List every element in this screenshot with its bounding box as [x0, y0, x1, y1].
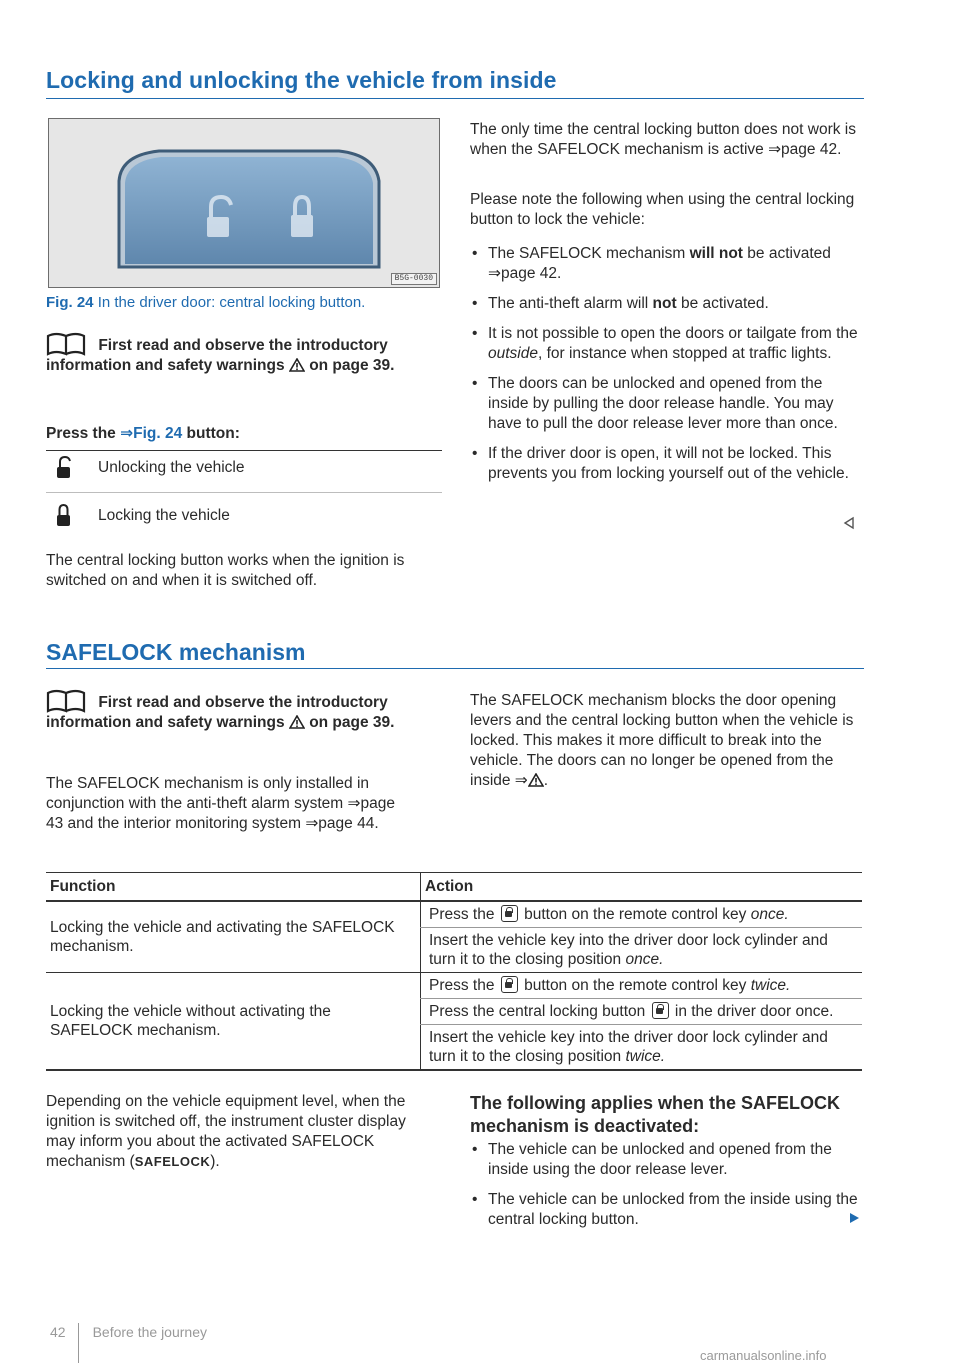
figure-code: B5G-0030 [391, 273, 437, 285]
figure-caption-text: In the driver door: central locking button. [97, 294, 366, 311]
safelock-right-paragraph: The SAFELOCK mechanism blocks the door opening levers and the central locking button when the vehicle is locked. This makes it more difficult to break into the vehicle. The doors can no longer be opened from the inside ⇒ . [470, 692, 854, 789]
warning-icon [289, 358, 305, 372]
lock-key-icon [501, 976, 518, 993]
lock-key-icon [501, 905, 518, 922]
section-title-safelock: SAFELOCK mechanism [46, 639, 306, 665]
press-item-lock [46, 506, 442, 536]
book-icon [46, 332, 88, 356]
chapter-name: Before the journey [92, 1324, 207, 1340]
deactivated-list [470, 1140, 862, 1240]
figure-caption [46, 293, 446, 313]
action-cell: Insert the vehicle key into the driver door lock cylinder and turn it to the closing position once. [421, 928, 863, 973]
safelock-right-text: The SAFELOCK mechanism blocks the door opening levers and the central locking button when the vehicle is locked. This makes it more difficult to break into the vehicle. The doors can no longer be opened from the inside ⇒ [470, 692, 854, 789]
intro-text: First read and observe the introductory information and safety warnings [46, 337, 388, 374]
figure-label: Fig. 24 [46, 294, 94, 311]
door-panel-illustration [49, 119, 439, 287]
list-item: • If the driver door is open, it will not be locked. This prevents you from locking yourself out of the vehicle. [470, 444, 862, 484]
safelock-function-table [46, 872, 862, 1071]
intro-page-link[interactable]: on page 39. [309, 714, 395, 731]
ignition-paragraph: The central locking button works when the ignition is switched on and when it is switched off. [46, 552, 405, 589]
instrument-cluster-paragraph: Depending on the vehicle equipment level, when the ignition is switched off, the instrument cluster display may inform you about the activated SAFELOCK mechanism (SAFELOCK). [46, 1093, 406, 1170]
display-message: SAFELOCK [134, 1154, 211, 1169]
list-item: • It is not possible to open the doors or tailgate from the outside, for instance when stopped at traffic lights. [470, 324, 862, 364]
right-paragraph-2: Please note the following when using the central locking button to lock the vehicle: [470, 191, 855, 228]
right-paragraph-1: The only time the central locking button does not work is when the SAFELOCK mechanism is active ⇒page 42. [470, 121, 856, 158]
press-item-label: Unlocking the vehicle [98, 459, 245, 476]
fig-reference-link[interactable]: ⇒Fig. 24 [120, 425, 183, 442]
page-number: 42 [50, 1324, 66, 1340]
column-header-function: Function [46, 873, 421, 902]
press-heading-suffix: button: [186, 425, 240, 442]
watermark: carmanualsonline.info [700, 1348, 827, 1363]
action-cell: Insert the vehicle key into the driver door lock cylinder and turn it to the closing position twice. [421, 1025, 863, 1071]
warning-icon [289, 715, 305, 729]
section-end-icon [842, 516, 856, 530]
section-rule [46, 98, 864, 99]
safelock-left-paragraph: The SAFELOCK mechanism is only installed in conjunction with the anti-theft alarm system ⇒page 43 and the interior monitoring system ⇒page 44. [46, 775, 395, 832]
function-cell: Locking the vehicle without activating the SAFELOCK mechanism. [46, 973, 421, 1071]
action-cell: Press the central locking button in the driver door once. [421, 999, 863, 1025]
warning-icon [528, 773, 544, 787]
list-item: • The anti-theft alarm will not be activated. [470, 294, 862, 314]
list-item: • The SAFELOCK mechanism will not be activated ⇒page 42. [470, 244, 862, 284]
book-icon [46, 689, 88, 713]
list-item: • The vehicle can be unlocked from the inside using the central locking button. [470, 1190, 862, 1230]
action-cell: Press the button on the remote control key twice. [421, 973, 863, 999]
action-cell: Press the button on the remote control key once. [421, 901, 863, 928]
intro-note [46, 689, 446, 733]
page-footer [50, 1322, 207, 1363]
table-row [46, 901, 862, 928]
table-row [46, 973, 862, 999]
press-heading [46, 424, 442, 451]
intro-note [46, 332, 446, 376]
footer-divider [78, 1323, 79, 1363]
figure-central-locking-button [48, 118, 440, 288]
table-header-row [46, 873, 862, 902]
press-item-unlock [46, 458, 442, 493]
lock-key-icon [652, 1002, 669, 1019]
intro-page-link[interactable]: on page 39. [309, 357, 395, 374]
deactivated-heading: The following applies when the SAFELOCK mechanism is deactivated: [470, 1093, 841, 1136]
press-heading-prefix: Press the [46, 425, 116, 442]
intro-text: First read and observe the introductory information and safety warnings [46, 694, 388, 731]
list-item: • The doors can be unlocked and opened from the inside by pulling the door release handle. You may have to pull the door release lever more than once. [470, 374, 862, 434]
unlock-icon [54, 456, 72, 480]
continue-arrow-icon [848, 1212, 860, 1224]
column-header-action: Action [421, 873, 863, 902]
section-title-locking: Locking and unlocking the vehicle from inside [46, 67, 557, 93]
lock-icon [54, 504, 72, 528]
section-rule [46, 668, 864, 669]
function-cell: Locking the vehicle and activating the SAFELOCK mechanism. [46, 901, 421, 973]
lock-notes-list [470, 244, 862, 494]
press-item-label: Locking the vehicle [98, 507, 230, 524]
list-item: • The vehicle can be unlocked and opened from the inside using the door release lever. [470, 1140, 862, 1180]
